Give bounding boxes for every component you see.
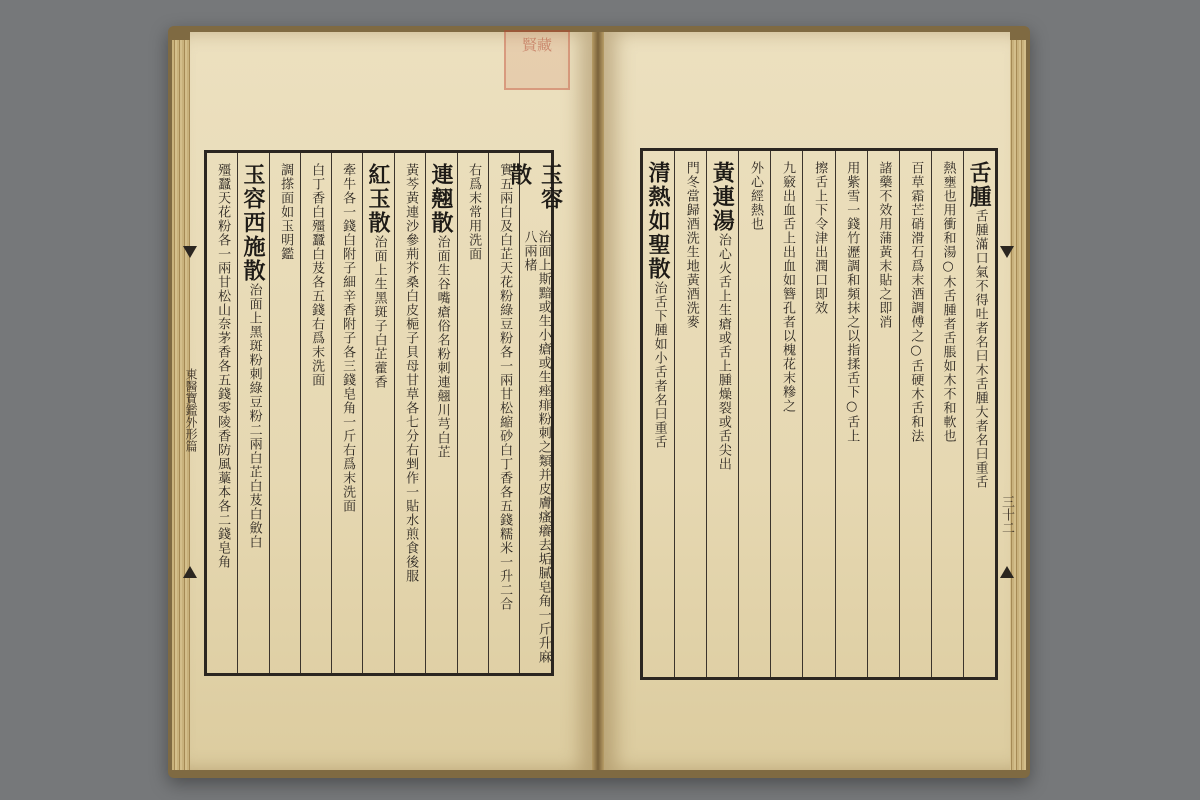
book-gutter xyxy=(592,32,604,770)
text-column xyxy=(738,151,770,677)
text-column xyxy=(362,153,394,673)
ownership-seal xyxy=(504,30,570,90)
column-text: 熱壅也用衝和湯○木舌腫者舌脹如木不和軟也 xyxy=(940,161,956,443)
section-heading: 舌腫 xyxy=(965,161,992,209)
text-column xyxy=(237,153,269,673)
column-text: 治面上斯黯或生小瘡或生痤痱粉刺之類并皮膚瘙癢去垢膩皂角一斤升麻八兩楮 xyxy=(521,230,551,664)
column-text: 治面上黑斑粉刺綠豆粉二兩白芷白芨白斂白 xyxy=(246,283,262,549)
section-heading: 玉容西施散 xyxy=(240,163,266,283)
text-column xyxy=(506,153,564,673)
text-column xyxy=(835,151,867,677)
text-column xyxy=(300,153,331,673)
text-column xyxy=(269,153,300,673)
right-text-frame xyxy=(640,148,998,680)
column-text: 外心經熱也 xyxy=(747,161,763,231)
column-text: 舌腫滿口氣不得吐者名曰木舌腫大者名曰重舌 xyxy=(972,209,988,489)
column-text: 殭蠶天花粉各一兩甘松山奈茅香各五錢零陵香防風藁本各二錢皂角 xyxy=(215,163,231,569)
text-column xyxy=(674,151,706,677)
column-text: 九竅出血舌上出血如簪孔者以槐花末糝之 xyxy=(780,161,796,413)
text-column xyxy=(931,151,963,677)
section-heading: 紅玉散 xyxy=(365,163,391,235)
column-text: 治面上生黑斑子白芷藿香 xyxy=(371,235,387,389)
text-column xyxy=(802,151,834,677)
section-heading: 玉容散 xyxy=(506,163,564,211)
text-column xyxy=(331,153,362,673)
column-text: 百草霜芒硝滑石爲末酒調傅之○舌硬木舌和法 xyxy=(908,161,924,443)
section-heading: 連翹散 xyxy=(428,163,454,235)
section-heading: 黃連湯 xyxy=(709,161,736,233)
column-text: 諸藥不效用蒲黃末貼之即消 xyxy=(876,161,892,329)
text-column xyxy=(706,151,738,677)
column-text: 治心火舌上生瘡或舌上腫燥裂或舌尖出 xyxy=(715,233,731,471)
text-column xyxy=(457,153,488,673)
column-text: 實五兩白及白芷天花粉綠豆粉各一兩甘松縮砂白丁香各五錢糯米一升二合 xyxy=(497,163,513,611)
left-strip-title: 東醫寶鑑外形篇 xyxy=(184,368,198,452)
left-text-frame xyxy=(204,150,564,676)
text-column xyxy=(488,153,519,673)
text-column xyxy=(899,151,931,677)
text-column xyxy=(867,151,899,677)
column-text: 用紫雪一錢竹瀝調和頻抹之以指揉舌下○舌上 xyxy=(844,161,860,443)
text-column xyxy=(643,151,674,677)
text-column xyxy=(207,153,237,673)
seal-text: 賢藏 xyxy=(521,36,552,54)
page-number: 三十二 xyxy=(999,495,1014,534)
text-column xyxy=(425,153,457,673)
text-column xyxy=(770,151,802,677)
column-text: 治舌下腫如小舌者名曰重舌 xyxy=(651,281,667,449)
section-heading: 清熱如聖散 xyxy=(645,161,672,281)
left-center-strip xyxy=(180,160,200,660)
text-column xyxy=(394,153,425,673)
column-text: 治面生谷嘴瘡俗名粉刺連翹川芎白芷 xyxy=(434,235,450,459)
column-text: 門冬當歸酒洗生地黃酒洗麥 xyxy=(683,161,699,329)
column-text: 牽牛各一錢白附子細辛香附子各三錢皂角一斤右爲末洗面 xyxy=(340,163,356,513)
column-text: 調搽面如玉明鑑 xyxy=(278,163,294,261)
column-text: 黃芩黃連沙參荊芥桑白皮梔子貝母甘草各七分右剉作一貼水煎食後服 xyxy=(403,163,419,583)
column-text: 白丁香白殭蠶白芨各五錢右爲末洗面 xyxy=(309,163,325,387)
text-column xyxy=(963,151,995,677)
column-text: 右爲末常用洗面 xyxy=(466,163,482,261)
column-text: 擦舌上下令津出潤口即效 xyxy=(812,161,828,315)
